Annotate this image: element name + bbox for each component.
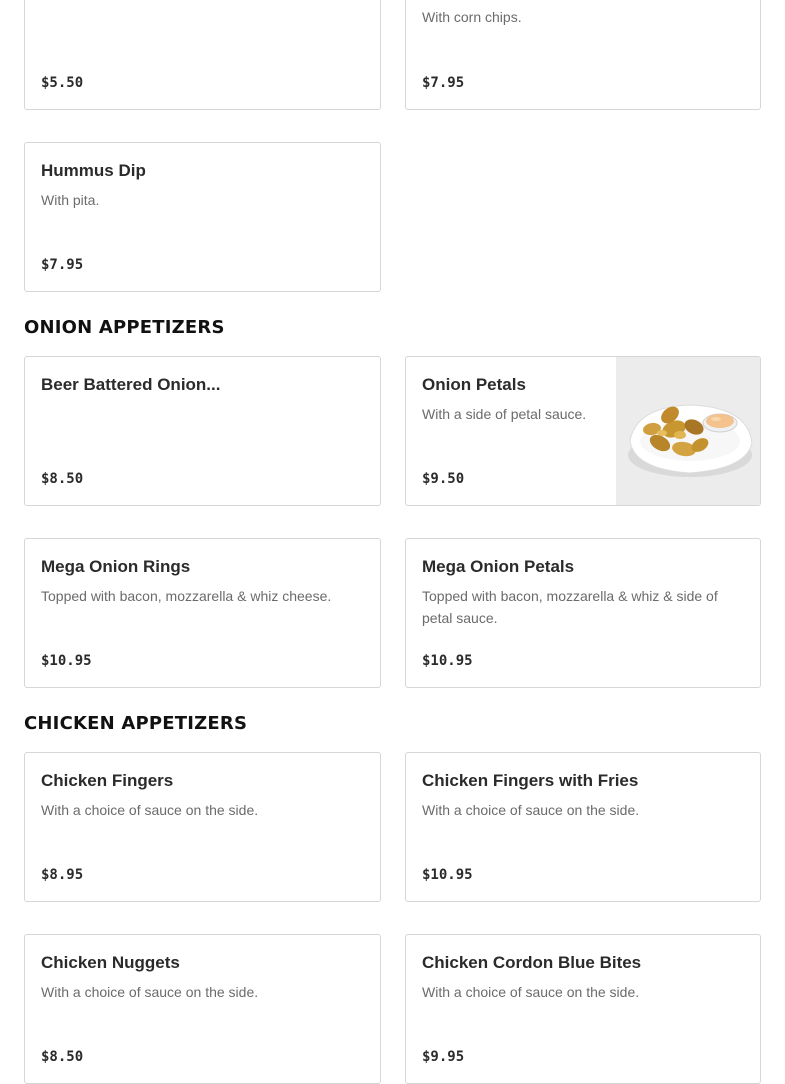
item-price: $9.50	[422, 471, 465, 487]
menu-item-card[interactable]	[24, 934, 381, 1084]
section-title: CHICKEN APPETIZERS	[24, 713, 248, 734]
item-description: With a side of petal sauce.	[422, 406, 587, 422]
item-description: With pita.	[41, 192, 100, 208]
item-name: Chicken Cordon Blue Bites	[422, 953, 642, 972]
item-photo	[616, 357, 760, 505]
item-name: Beer Battered Onion...	[41, 375, 221, 394]
item-price: $8.95	[41, 867, 84, 883]
item-name: Chicken Fingers with Fries	[422, 771, 639, 790]
menu-item-card[interactable]	[24, 142, 381, 292]
item-price: $10.95	[422, 653, 473, 669]
item-description: Topped with bacon, mozzarella & whiz & side of petal sauce.	[422, 588, 718, 626]
menu-item-card[interactable]	[24, 752, 381, 902]
menu-item-card[interactable]	[24, 0, 381, 110]
item-price: $7.95	[422, 75, 465, 91]
menu-item-card[interactable]	[405, 752, 761, 902]
menu-item-card[interactable]	[405, 0, 761, 110]
item-price: $5.50	[41, 75, 84, 91]
item-description: With a choice of sauce on the side.	[422, 802, 640, 818]
item-name: Mega Onion Petals	[422, 557, 575, 576]
item-description: Topped with bacon, mozzarella & whiz cheese.	[41, 588, 332, 604]
item-price: $10.95	[41, 653, 92, 669]
item-description: With a choice of sauce on the side.	[41, 984, 259, 1000]
item-price: $9.95	[422, 1049, 465, 1065]
item-name: Hummus Dip	[41, 161, 146, 180]
item-price: $8.50	[41, 1049, 84, 1065]
onion-petals-image	[616, 357, 760, 505]
menu-item-card[interactable]	[24, 538, 381, 688]
menu-item-card[interactable]	[405, 538, 761, 688]
item-price: $8.50	[41, 471, 84, 487]
item-description: With a choice of sauce on the side.	[422, 984, 640, 1000]
item-name: Onion Petals	[422, 375, 526, 394]
item-name: Chicken Nuggets	[41, 953, 180, 972]
item-price: $10.95	[422, 867, 473, 883]
item-name: Mega Onion Rings	[41, 557, 191, 576]
item-price: $7.95	[41, 257, 84, 273]
menu-item-card[interactable]	[405, 934, 761, 1084]
item-description: With a choice of sauce on the side.	[41, 802, 259, 818]
section-title: ONION APPETIZERS	[24, 317, 225, 338]
menu-item-card[interactable]	[405, 356, 761, 506]
menu-item-card[interactable]	[24, 356, 381, 506]
item-name: Chicken Fingers	[41, 771, 174, 790]
item-description: With corn chips.	[422, 9, 522, 25]
